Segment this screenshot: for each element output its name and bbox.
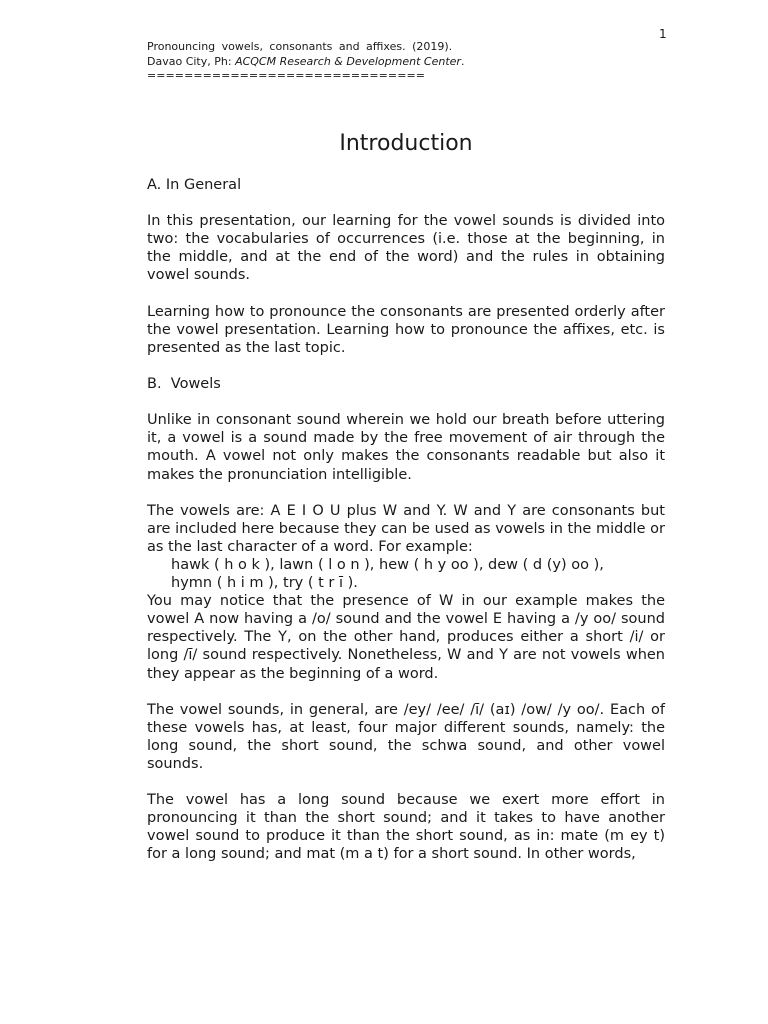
examples-line-2: hymn ( h i m ), try ( t r ī ). — [171, 575, 358, 592]
header-rule: ============================== — [147, 69, 426, 82]
paragraph-spacer — [147, 773, 665, 791]
paragraph-vowels-5: The vowel has a long sound because we exert more effort in pronouncing it than the short sound; and it takes to have another vowel sound to produce it than the short sound, as in: mate (m ey t) for a long sound; and mat (m a t) for a short sound. In other words, — [147, 792, 665, 863]
citation-publisher-line — [147, 55, 487, 70]
section-heading-general: A. In General — [147, 177, 242, 193]
paragraph-spacer — [147, 285, 665, 303]
paragraph-spacer — [147, 484, 665, 502]
paragraph-vowels-4: The vowel sounds, in general, are /ey/ /ee/ /ī/ (aɪ) /ow/ /y oo/. Each of these vowels has, at least, four major different sounds, namely: the long sound, the short sound, the schwa sound, and other vowel sounds. — [147, 701, 665, 772]
citation-period: . — [460, 54, 465, 68]
page-title: Introduction — [339, 131, 473, 156]
paragraph-vowels-3: You may notice that the presence of W in our example makes the vowel A now having a /o/ sound and the vowel E having a /y oo/ sound respectively. The Y, on the other hand, produces either a short /i/ or long /ī/ sound respectively. Nonetheless, W and Y are not vowels when they appear as the beginning of a word. — [147, 593, 665, 682]
paragraph-spacer — [147, 683, 665, 701]
paragraph-general-2: Learning how to pronounce the consonants are presented orderly after the vowel presentation. Learning how to pronounce the affixes, etc. is presented as the last topic. — [147, 303, 665, 356]
citation-publisher: ACQCM Research & Development Center — [235, 54, 461, 68]
page-number: 1 — [659, 27, 667, 41]
document-body — [147, 176, 665, 864]
paragraph-vowels-2: The vowels are: A E I O U plus W and Y. W and Y are consonants but are included here because they can be used as vowels in the middle or as the last character of a word. For example: — [147, 502, 665, 555]
paragraph-vowels-1: Unlike in consonant sound wherein we hold our breath before uttering it, a vowel is a sound made by the free movement of air through the mouth. A vowel not only makes the consonants readable but also it makes the pronunciation intelligible. — [147, 412, 665, 483]
paragraph-spacer — [147, 194, 665, 212]
paragraph-spacer — [147, 393, 665, 411]
citation-title: Pronouncing vowels, consonants and affixes. (2019). — [147, 40, 453, 53]
citation-location: Davao City, Ph: — [147, 54, 236, 68]
paragraph-general-1: In this presentation, our learning for the vowel sounds is divided into two: the vocabularies of occurrences (i.e. those at the beginning, in the middle, and at the end of the word) and the rules in obtaining vowel sounds. — [147, 213, 665, 284]
paragraph-spacer — [147, 357, 665, 375]
examples-line-1: hawk ( h o k ), lawn ( l o n ), hew ( h y oo ), dew ( d (y) oo ), — [171, 556, 604, 573]
citation-header — [147, 40, 487, 84]
section-heading-vowels: B. Vowels — [147, 376, 221, 393]
